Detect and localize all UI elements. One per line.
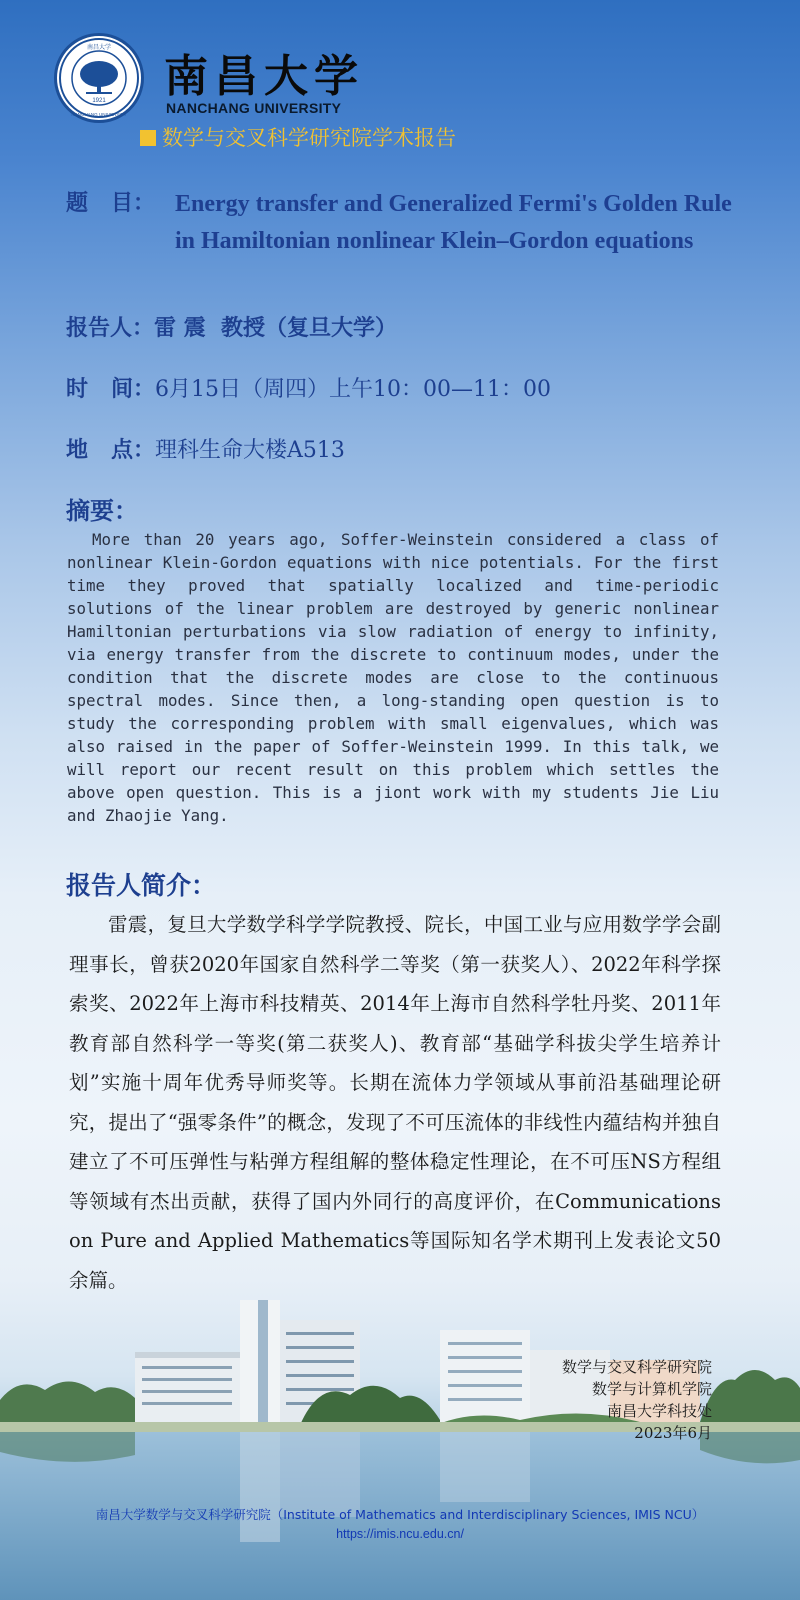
logo-name-cn: 南昌大学 <box>86 44 112 51</box>
time-row <box>66 372 551 403</box>
time-value: 6月15日（周四）上午10：00—11：00 <box>154 377 551 402</box>
organizer-1: 数学与交叉科学研究院 <box>561 1358 712 1376</box>
speaker-value: 雷 震 教授（复旦大学） <box>154 315 397 341</box>
speaker-label: 报告人： <box>66 315 155 341</box>
abstract-text: More than 20 years ago, Soffer-Weinstein considered a class of nonlinear Klein-Gordon equations with nice potentials. For the first time they proved that spatially localized and time-periodic solutions of the linear problem are destroyed by generic nonlinear Hamiltonian perturbations via slow radiation of energy to infinity, via energy transfer from the discrete to continuum modes, under the condition that the discrete modes are close to the continuous spectral modes. Since then, a long-standing open question is to study the corresponding problem with small eigenvalues, which was also raised in the paper of Soffer-Weinstein 1999. In this talk, we will report our recent result on this problem which settles the above open question. This is a jiont work with my students Jie Liu and Zhaojie Yang. <box>67 530 719 825</box>
logo-name-en: NANCHANG UNIVERSITY <box>71 112 127 117</box>
poster-date: 2023年6月 <box>634 1424 712 1442</box>
series-title <box>140 122 456 152</box>
tree-emblem-icon <box>57 36 141 120</box>
series-title-text: 数学与交叉科学研究院学术报告 <box>162 126 456 150</box>
place-label: 地 点： <box>66 437 155 463</box>
footer-url-link[interactable]: https://imis.ncu.edu.cn/ <box>336 1527 464 1541</box>
logo-year: 1921 <box>92 98 106 104</box>
time-label: 时 间： <box>66 376 155 402</box>
organizer-3: 南昌大学科技处 <box>606 1402 712 1420</box>
place-row <box>66 433 345 464</box>
talk-title: Energy transfer and Generalized Fermi's Golden Rule in Hamiltonian nonlinear Klein–Gordon equations <box>175 191 732 254</box>
organizer-2: 数学与计算机学院 <box>591 1380 712 1398</box>
university-name-cn: 南昌大学 <box>164 51 364 102</box>
title-row <box>66 186 155 217</box>
bio-text: 雷震，复旦大学数学科学学院教授、院长，中国工业与应用数学学会副理事长，曾获2020年国家自然科学二等奖（第一获奖人）、2022年科学探索奖、2022年上海市科技精英、2014年上海市自然科学牡丹奖、2011年教育部自然科学一等奖(第二获奖人)、教育部“基础学科拔尖学生培养计划”实施十周年优秀导师奖等。长期在流体力学领域从事前沿基础理论研究，提出了“强零条件”的概念，发现了不可压流体的非线性内蕴结构并独自建立了不可压弹性与粘弹方程组解的整体稳定性理论，在不可压NS方程组等领域有杰出贡献，获得了国内外同行的高度评价，在Communications on Pure and Applied Mathematics等国际知名学术期刊上发表论文50余篇。 <box>69 913 721 1292</box>
university-logo <box>54 33 144 123</box>
speaker-row <box>66 311 397 342</box>
title-label: 题 目： <box>66 190 155 216</box>
place-value: 理科生命大楼A513 <box>154 438 345 463</box>
abstract-heading: 摘要： <box>66 496 138 525</box>
bio-heading: 报告人简介： <box>66 871 217 900</box>
organizers <box>562 1356 712 1444</box>
university-name-en: NANCHANG UNIVERSITY <box>166 100 342 116</box>
footer-institute: 南昌大学数学与交叉科学研究院（Institute of Mathematics and Interdisciplinary Sciences, IMIS NCU） <box>95 1507 705 1522</box>
square-bullet-icon <box>140 130 156 146</box>
